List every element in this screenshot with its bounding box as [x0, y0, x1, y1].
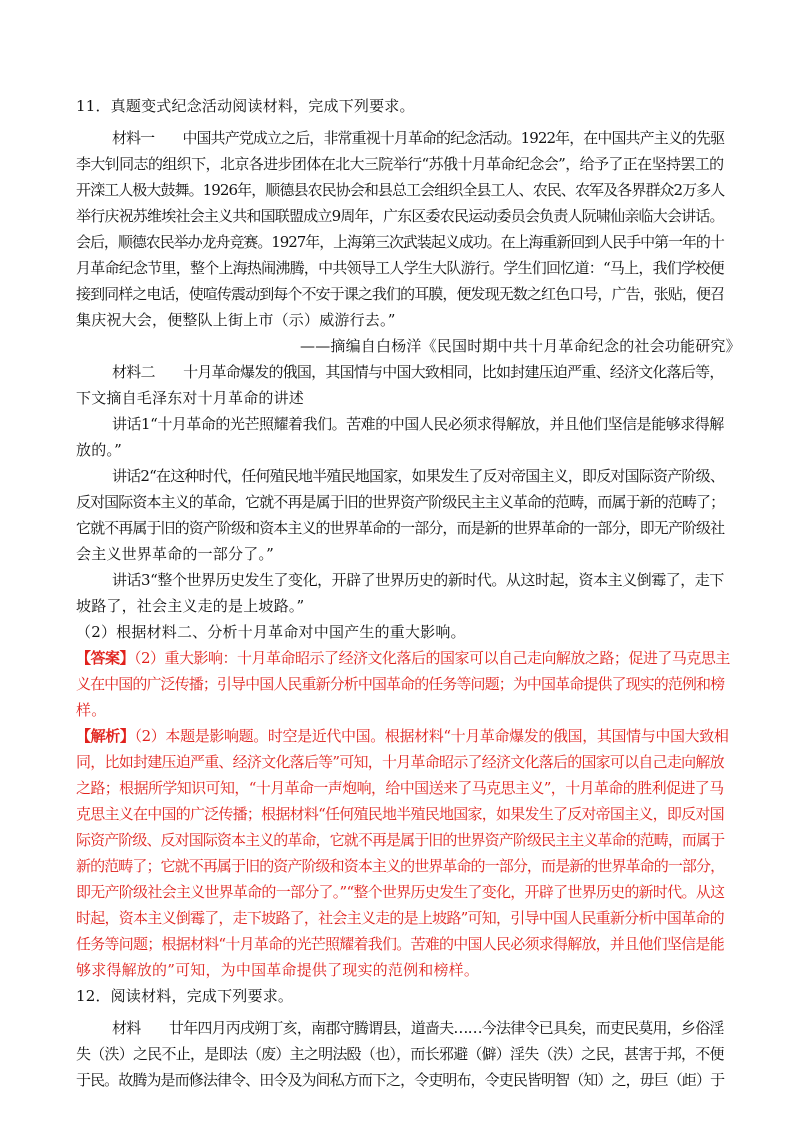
q12-material-line: 失（泆）之民不止，是即法（废）主之明法殹（也），而长邪避（僻）淫失（泆）之民，甚害于邦，不便 [76, 1045, 724, 1063]
sub-question-2: （2）根据材料二、分析十月革命对中国产生的重大影响。 [76, 623, 466, 641]
analysis-tag: 【解析】 [76, 727, 135, 745]
answer-line: 义在中国的广泛传播；引导中国人民重新分析中国革命的任务等问题；为中国革命提供了现实的范例和榜 [76, 675, 725, 693]
material-1-line: 开滦工人极大鼓舞。1926年，顺德县农民协会和县总工会组织全县工人、农民、农军及各界群众2万多人 [76, 181, 725, 199]
material-1-line: 李大钊同志的组织下，北京各进步团体在北大三院举行“苏俄十月革命纪念会”，给予了正在坚持罢工的 [76, 155, 724, 173]
question-11-title: 11．真题变式纪念活动阅读材料，完成下列要求。 [76, 97, 415, 115]
material-2-line: 材料二 十月革命爆发的俄国，其国情与中国大致相同，比如封建压迫严重、经济文化落后等， [112, 363, 724, 381]
q12-material-line: 于民。故腾为是而修法律令、田令及为间私方而下之，令吏明布，令吏民皆明智（知）之，毋巨（歫）于 [76, 1071, 725, 1089]
analysis-line: 之路；根据所学知识可知，“十月革命一声炮响，给中国送来了马克思主义”，十月革命的胜利促进了马 [76, 779, 724, 797]
material-2-line: 下文摘自毛泽东对十月革命的讲述 [76, 389, 305, 407]
speech-2-line: 会主义世界革命的一部分了。” [76, 545, 274, 563]
speech-2-line: 反对国际资本主义的革命，它就不再是属于旧的世界资产阶级民主主义革命的范畴，而属于新的范畴了； [76, 493, 725, 511]
speech-3-line: 讲话3“整个世界历史发生了变化，开辟了世界历史的新时代。从这时起，资本主义倒霉了，走下 [112, 571, 724, 589]
speech-1-line: 放的。” [76, 441, 122, 459]
material-1-line: 月革命纪念节里，整个上海热闹沸腾，中共领导工人学生大队游行。学生们回忆道：“马上，我们学校便 [76, 259, 724, 277]
answer-line [76, 648, 730, 668]
material-1-line: 会后，顺德农民举办龙舟竞赛。1927年，上海第三次武装起义成功。在上海重新回到人民手中第一年的十 [76, 233, 724, 251]
material-1-line: 集庆祝大会，便整队上街上市（示）威游行去。” [76, 311, 396, 329]
material-1-line: 接到同样之电话，使喧传震动到每个不安于课之我们的耳膜，便发现无数之红色口号，广告，张贴，便召 [76, 285, 725, 303]
material-1-line: 举行庆祝苏维埃社会主义共和国联盟成立9周年，广东区委农民运动委员会负责人阮啸仙亲临大会讲话。 [76, 207, 724, 225]
analysis-line: 够求得解放的”可知，为中国革命提供了现实的范例和榜样。 [76, 961, 480, 979]
q12-material-line: 材料 廿年四月丙戌朔丁亥，南郡守腾谓县，道啬夫……今法律令已具矣，而吏民莫用，乡俗淫 [112, 1019, 724, 1037]
analysis-line: 即无产阶级社会主义世界革命的一部分了。”“整个世界历史发生了变化，开辟了世界历史的新时代。从这 [76, 883, 725, 901]
speech-2-line: 讲话2“在这种时代，任何殖民地半殖民地国家，如果发生了反对帝国主义，即反对国际资产阶级、 [112, 467, 725, 485]
analysis-line: 任务等问题；根据材料“十月革命的光芒照耀着我们。苦难的中国人民必须求得解放，并且他们坚信是能 [76, 935, 724, 953]
question-12-title: 12．阅读材料，完成下列要求。 [76, 987, 294, 1005]
analysis-line: 际资产阶级、反对国际资本主义的革命，它就不再是属于旧的世界资产阶级民主主义革命的范畴，而属于 [76, 831, 725, 849]
analysis-text: （2）本题是影响题。时空是近代中国。根据材料“十月革命爆发的俄国，其国情与中国大致相 [134, 727, 729, 745]
answer-line: 样。 [76, 701, 107, 719]
analysis-line: 同，比如封建压迫严重、经济文化落后等”可知，十月革命昭示了经济文化落后的国家可以自己走向解放 [76, 753, 724, 771]
speech-1-line: 讲话1“十月革命的光芒照耀着我们。苦难的中国人民必须求得解放，并且他们坚信是能够求得解 [112, 415, 724, 433]
answer-tag: 【答案】 [76, 649, 134, 667]
analysis-line: 新的范畴了；它就不再属于旧的资产阶级和资本主义的世界革命的一部分，而是新的世界革命的一部分， [76, 857, 725, 875]
speech-3-line: 坡路了，社会主义走的是上坡路。” [76, 597, 305, 615]
material-1-source: ——摘编自白杨洋《民国时期中共十月革命纪念的社会功能研究》 [300, 337, 741, 355]
material-1-line: 材料一 中国共产党成立之后，非常重视十月革命的纪念活动。1922年，在中国共产主义的先驱 [112, 129, 725, 147]
analysis-line: 克思主义在中国的广泛传播；根据材料“任何殖民地半殖民地国家，如果发生了反对帝国主义，即反对国 [76, 805, 724, 823]
analysis-line [76, 726, 729, 746]
speech-2-line: 它就不再属于旧的资产阶级和资本主义的世界革命的一部分，而是新的世界革命的一部分，即无产阶级社 [76, 519, 725, 537]
analysis-line: 时起，资本主义倒霉了，走下坡路了，社会主义走的是上坡路”可知，引导中国人民重新分析中国革命的 [76, 909, 724, 927]
answer-text: （2）重大影响：十月革命昭示了经济文化落后的国家可以自己走向解放之路；促进了马克思主 [134, 649, 730, 667]
